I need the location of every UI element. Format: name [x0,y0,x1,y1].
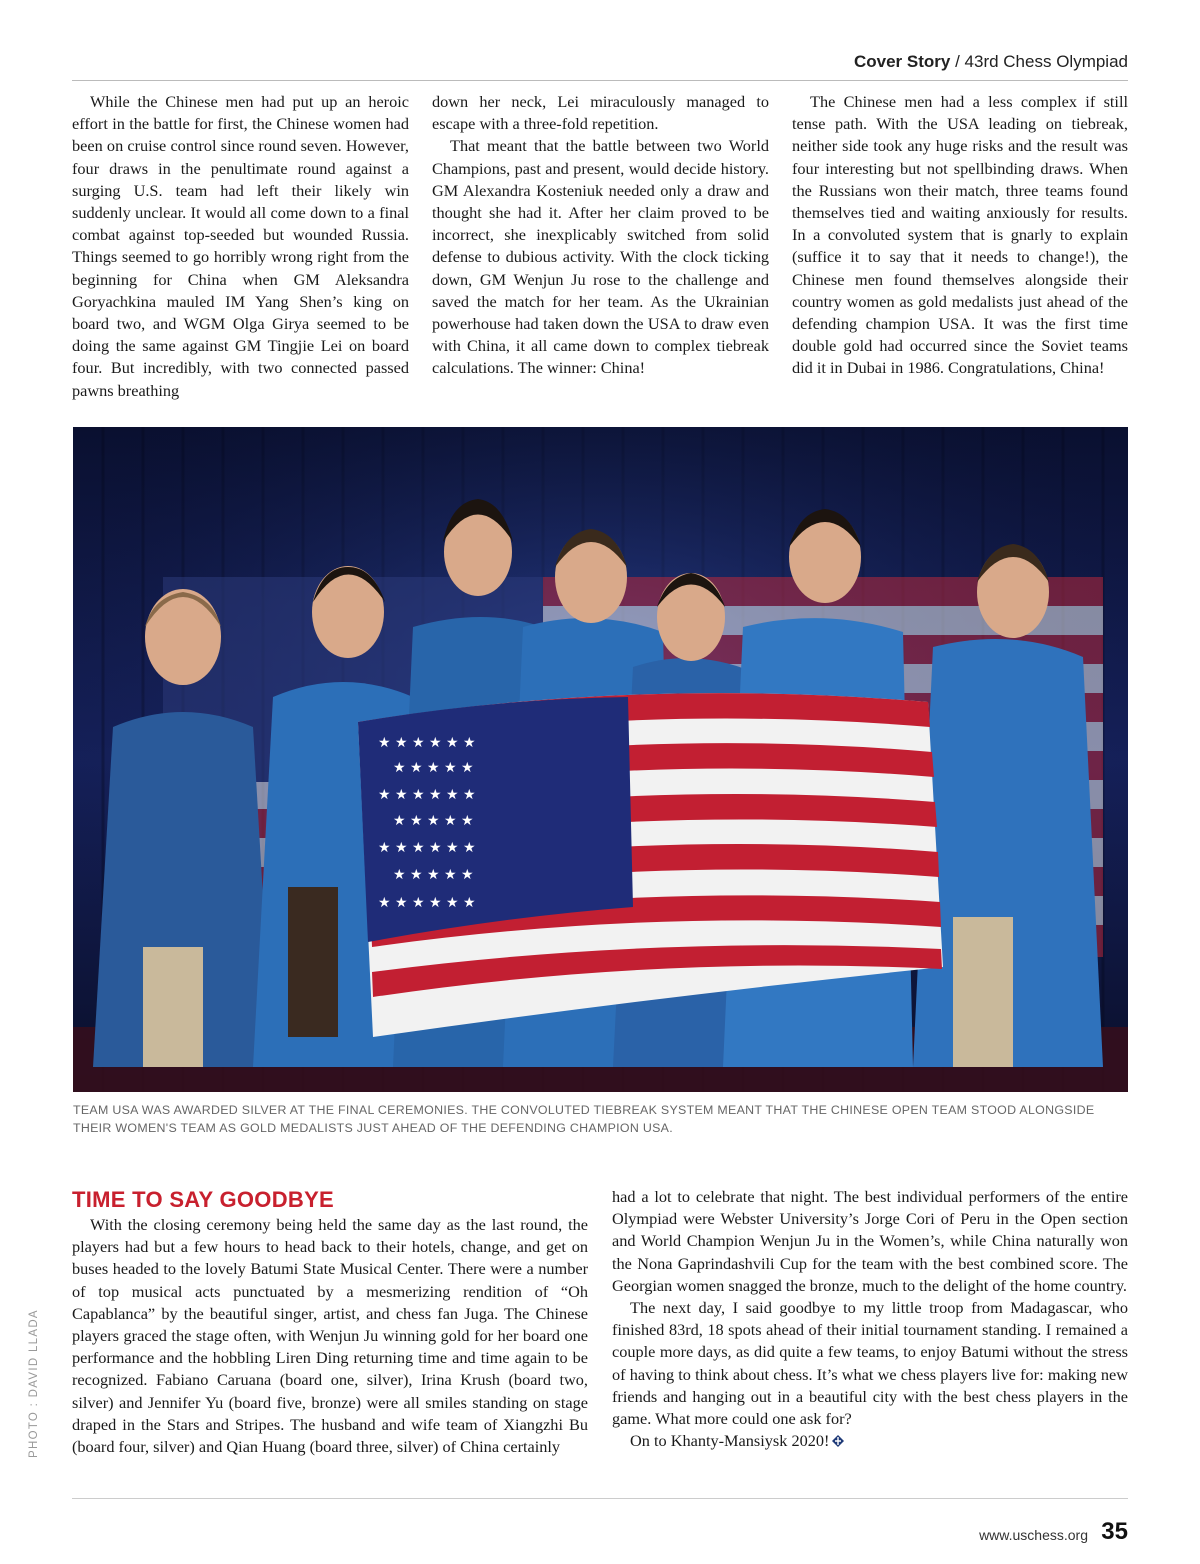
team-usa-photo [73,427,1128,1092]
svg-text:★ ★ ★ ★ ★ ★: ★ ★ ★ ★ ★ ★ [378,895,476,911]
photo-credit: PHOTO : DAVID LLADA [28,1309,40,1458]
paragraph: While the Chinese men had put up an heroic effort in the battle for first, the Chinese women had been on cruise control since round seven. However, four draws in the penultimate round against a surging U.S. team had left their likely win suddenly unclear. It would all come down to a final combat against top-seeded but wounded Russia. Things seemed to go horribly wrong right from the beginning for China when GM Aleksandra Goryachkina mauled IM Yang Shen’s king on board two, and WGM Olga Girya seemed to be doing the same against GM Tingjie Lei on board four. But incredibly, with two connected passed pawns breathing [72,92,409,400]
header-title: 43rd Chess Olympiad [964,52,1128,71]
svg-text:★ ★ ★ ★ ★ ★: ★ ★ ★ ★ ★ ★ [378,840,476,856]
paragraph-continuation: down her neck, Lei miraculously managed to escape with a three-fold repetition. [432,92,769,134]
uschess-end-mark-icon [831,1434,845,1448]
header-separator: / [950,52,965,71]
photo-caption: TEAM USA WAS AWARDED SILVER AT THE FINAL CEREMONIES. THE CONVOLUTED TIEBREAK SYSTEM MEANT THAT THE CHINESE OPEN TEAM STOOD ALONGSIDE THEIR WOMEN'S TEAM AS GOLD MEDALISTS JUST AHEAD OF THE DEFENDING CHAMPION USA. [73,1103,1095,1135]
paragraph-continuation: had a lot to celebrate that night. The best individual performers of the entire Olympiad were Webster University’s Jorge Cori of Peru in the Open section and World Champion Wenjun Ju in the Women’s, while China naturally won the Nona Gaprindashvili Cup for the team with the best combined score. The Georgian women snagged the bronze, much to the delight of the home country. [612,1187,1128,1295]
header-divider [72,80,1128,81]
paragraph: The next day, I said goodbye to my little troop from Madagascar, who finished 83rd, 18 spots ahead of their initial tournament standing. I remained a couple more days, as did quite a few teams, to enjoy Batumi without the stress of having to think about chess. It’s what we chess players live for: making new friends and hanging out in a beautiful city with the best chess players in the game. What more could one ask for? [612,1298,1128,1429]
article-column-5 [612,1186,1128,1452]
paragraph: The Chinese men had a less complex if still tense path. With the USA leading on tiebreak, neither side took any huge risks and the result was four interesting but not spellbinding draws. When the Russians won their match, three teams found themselves tied and waiting anxiously for results. In a convoluted system that is gnarly to explain (suffice it to say that it needs to change!), the Chinese men found themselves alongside their country women as gold medalists just ahead of the defending champion USA. It was the first time double gold had occurred since the Soviet teams did it in Dubai in 1986. Congratulations, China! [792,92,1128,378]
footer-url[interactable]: www.uschess.org [979,1527,1088,1543]
paragraph: With the closing ceremony being held the same day as the last round, the players had but a few hours to head back to their hotels, change, and get on buses headed to the lovely Batumi State Musical Center. There were a number of top musical acts punctuated by a mesmerizing rendition of “Oh Capablanca” by the beautiful singer, artist, and chess fan Juga. The Chinese players graced the stage often, with Wenjun Ju winning gold for her board one performance and the hobbling Liren Ding returning time and time again to be recognized. Fabiano Caruana (board one, silver), Irina Krush (board two, silver) and Jennifer Yu (board five, bronze) were all smiles standing on stage draped in the Stars and Stripes. The husband and wife team of Xiangzhi Bu (board four, silver) and Qian Huang (board three, silver) of China certainly [72,1215,588,1457]
article-column-3 [792,91,1128,380]
svg-text:★ ★ ★ ★ ★: ★ ★ ★ ★ ★ [393,760,474,776]
closing-line: On to Khanty-Mansiysk 2020! [630,1431,830,1451]
article-column-2 [432,91,769,380]
article-column-4 [72,1214,588,1458]
section-heading: TIME TO SAY GOODBYE [72,1187,335,1212]
running-header [854,52,1128,72]
closing-paragraph [612,1430,1128,1452]
article-column-1 [72,91,409,402]
footer-divider [72,1498,1128,1499]
svg-text:★ ★ ★ ★ ★: ★ ★ ★ ★ ★ [393,813,474,829]
header-section: Cover Story [853,52,951,71]
ceremony-photo-illustration [73,427,1128,1092]
svg-text:★ ★ ★ ★ ★: ★ ★ ★ ★ ★ [393,867,474,883]
page-number: 35 [1101,1518,1128,1545]
paragraph: That meant that the battle between two World Champions, past and present, would decide history. GM Alexandra Kosteniuk needed only a draw and thought she had it. After her claim proved to be incorrect, she inexplicably switched from solid defense to dubious activity. With the clock ticking down, GM Wenjun Ju rose to the challenge and saved the match for her team. As the Ukrainian powerhouse had taken down the USA to draw even with China, it all came down to complex tiebreak calculations. The winner: China! [432,136,769,378]
svg-text:★ ★ ★ ★ ★ ★: ★ ★ ★ ★ ★ ★ [378,787,476,803]
svg-text:★ ★ ★ ★ ★ ★: ★ ★ ★ ★ ★ ★ [378,735,476,751]
